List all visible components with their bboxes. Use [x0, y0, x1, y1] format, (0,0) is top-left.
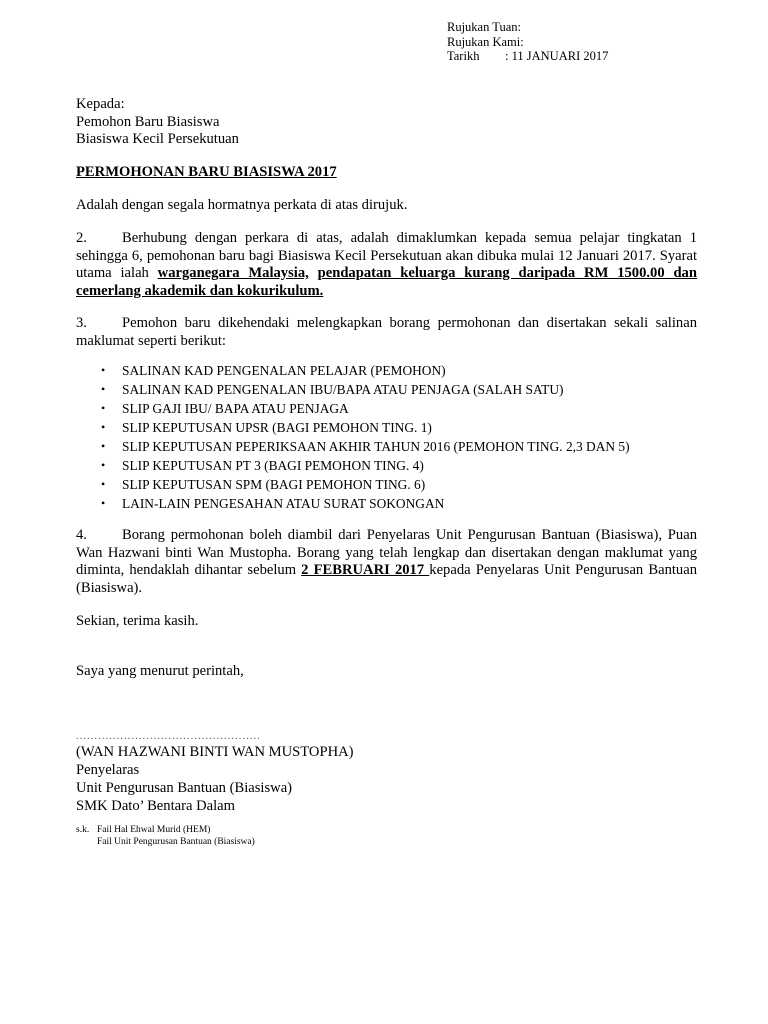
bullet-icon: • — [101, 477, 106, 491]
kepada-label: Kepada: — [76, 96, 125, 112]
letter-title: PERMOHONAN BARU BIASISWA 2017 — [76, 164, 337, 180]
bullet-icon: • — [101, 458, 106, 472]
signatory-school: SMK Dato’ Bentara Dalam — [76, 798, 235, 814]
tarikh-value: : 11 JANUARI 2017 — [505, 49, 609, 63]
tarikh-row — [447, 49, 608, 64]
list-item: • SLIP KEPUTUSAN UPSR (BAGI PEMOHON TING. 1) — [101, 420, 432, 435]
signatory-position: Penyelaras — [76, 762, 140, 778]
para4-text-before: Borang permohonan boleh diambil dari Penyelaras Unit Pengurusan Bantuan (Biasiswa), Puan Wan Hazwani binti Wan Mustopha. Borang yang telah lengkap dan disertakan dengan maklumat yang diminta, hendaklah dihantar sebelum — [76, 527, 697, 578]
recipient-line-2: Biasiswa Kecil Persekutuan — [76, 131, 239, 147]
signatory-unit: Unit Pengurusan Bantuan (Biasiswa) — [76, 780, 293, 796]
para2-text: Berhubung dengan perkara di atas, adalah dimaklumkan kepada semua pelajar tingkatan 1 sehingga 6, pemohonan baru bagi Biasiswa Kecil Persekutuan akan dibuka mulai 12 Januari 2017. Syarat utama ialah — [76, 230, 697, 281]
list-item: • SALINAN KAD PENGENALAN PELAJAR (PEMOHON) — [101, 363, 446, 378]
para2-number: 2. — [76, 230, 87, 246]
para4-text-after: kepada Penyelaras Unit Pengurusan Bantuan (Biasiswa). — [76, 562, 697, 596]
requirements-list — [76, 361, 630, 513]
cc-block — [76, 824, 255, 848]
bullet-icon: • — [101, 363, 106, 377]
bullet-icon: • — [101, 420, 106, 434]
signatory-block — [76, 743, 354, 815]
cc-line-2: Fail Unit Pengurusan Bantuan (Biasiswa) — [97, 837, 255, 847]
para3-number: 3. — [76, 315, 87, 331]
para3-text: Pemohon baru dikehendaki melengkapkan borang permohonan dan disertakan sekali salinan maklumat seperti berikut: — [76, 315, 697, 349]
signature-line: .................................................. — [76, 731, 261, 742]
list-item: • SLIP KEPUTUSAN SPM (BAGI PEMOHON TING. 6) — [101, 477, 426, 492]
cc-line-1: Fail Hal Ehwal Murid (HEM) — [97, 825, 211, 835]
bullet-icon: • — [101, 382, 106, 396]
recipient-line-1: Pemohon Baru Biasiswa — [76, 113, 220, 130]
para2-bold-2: pendapatan keluarga kurang daripada RM 1500.00 dan cemerlang akademik dan kokurikulum. — [76, 265, 697, 299]
paragraph-4 — [76, 527, 697, 597]
reference-block — [447, 20, 608, 64]
list-item: • SLIP KEPUTUSAN PT 3 (BAGI PEMOHON TING. 4) — [101, 458, 424, 473]
regards-line: Saya yang menurut perintah, — [76, 663, 244, 679]
signatory-name: (WAN HAZWANI BINTI WAN MUSTOPHA) — [76, 744, 354, 760]
tarikh-label: Tarikh — [447, 49, 480, 63]
list-item: • SLIP GAJI IBU/ BAPA ATAU PENJAGA — [101, 401, 349, 416]
para4-deadline: 2 FEBRUARI 2017 — [301, 562, 430, 578]
list-item: • LAIN-LAIN PENGESAHAN ATAU SURAT SOKONGAN — [101, 496, 445, 511]
paragraph-2 — [76, 230, 697, 300]
paragraph-3 — [76, 315, 697, 350]
opening-paragraph: Adalah dengan segala hormatnya perkata di atas dirujuk. — [76, 197, 408, 213]
bullet-icon: • — [101, 496, 106, 510]
para2-bold-1: warganegara Malaysia, — [157, 265, 309, 281]
closing-line: Sekian, terima kasih. — [76, 613, 199, 629]
cc-label: s.k. — [76, 825, 90, 835]
bullet-icon: • — [101, 401, 106, 415]
bullet-icon: • — [101, 439, 106, 453]
list-item: • SALINAN KAD PENGENALAN IBU/BAPA ATAU PENJAGA (SALAH SATU) — [101, 382, 564, 397]
para4-number: 4. — [76, 527, 87, 543]
list-item: • SLIP KEPUTUSAN PEPERIKSAAN AKHIR TAHUN 2016 (PEMOHON TING. 2,3 DAN 5) — [101, 439, 630, 454]
rujukan-kami: Rujukan Kami: — [447, 34, 524, 49]
rujukan-tuan: Rujukan Tuan: — [447, 20, 521, 34]
recipient-block — [76, 96, 697, 149]
